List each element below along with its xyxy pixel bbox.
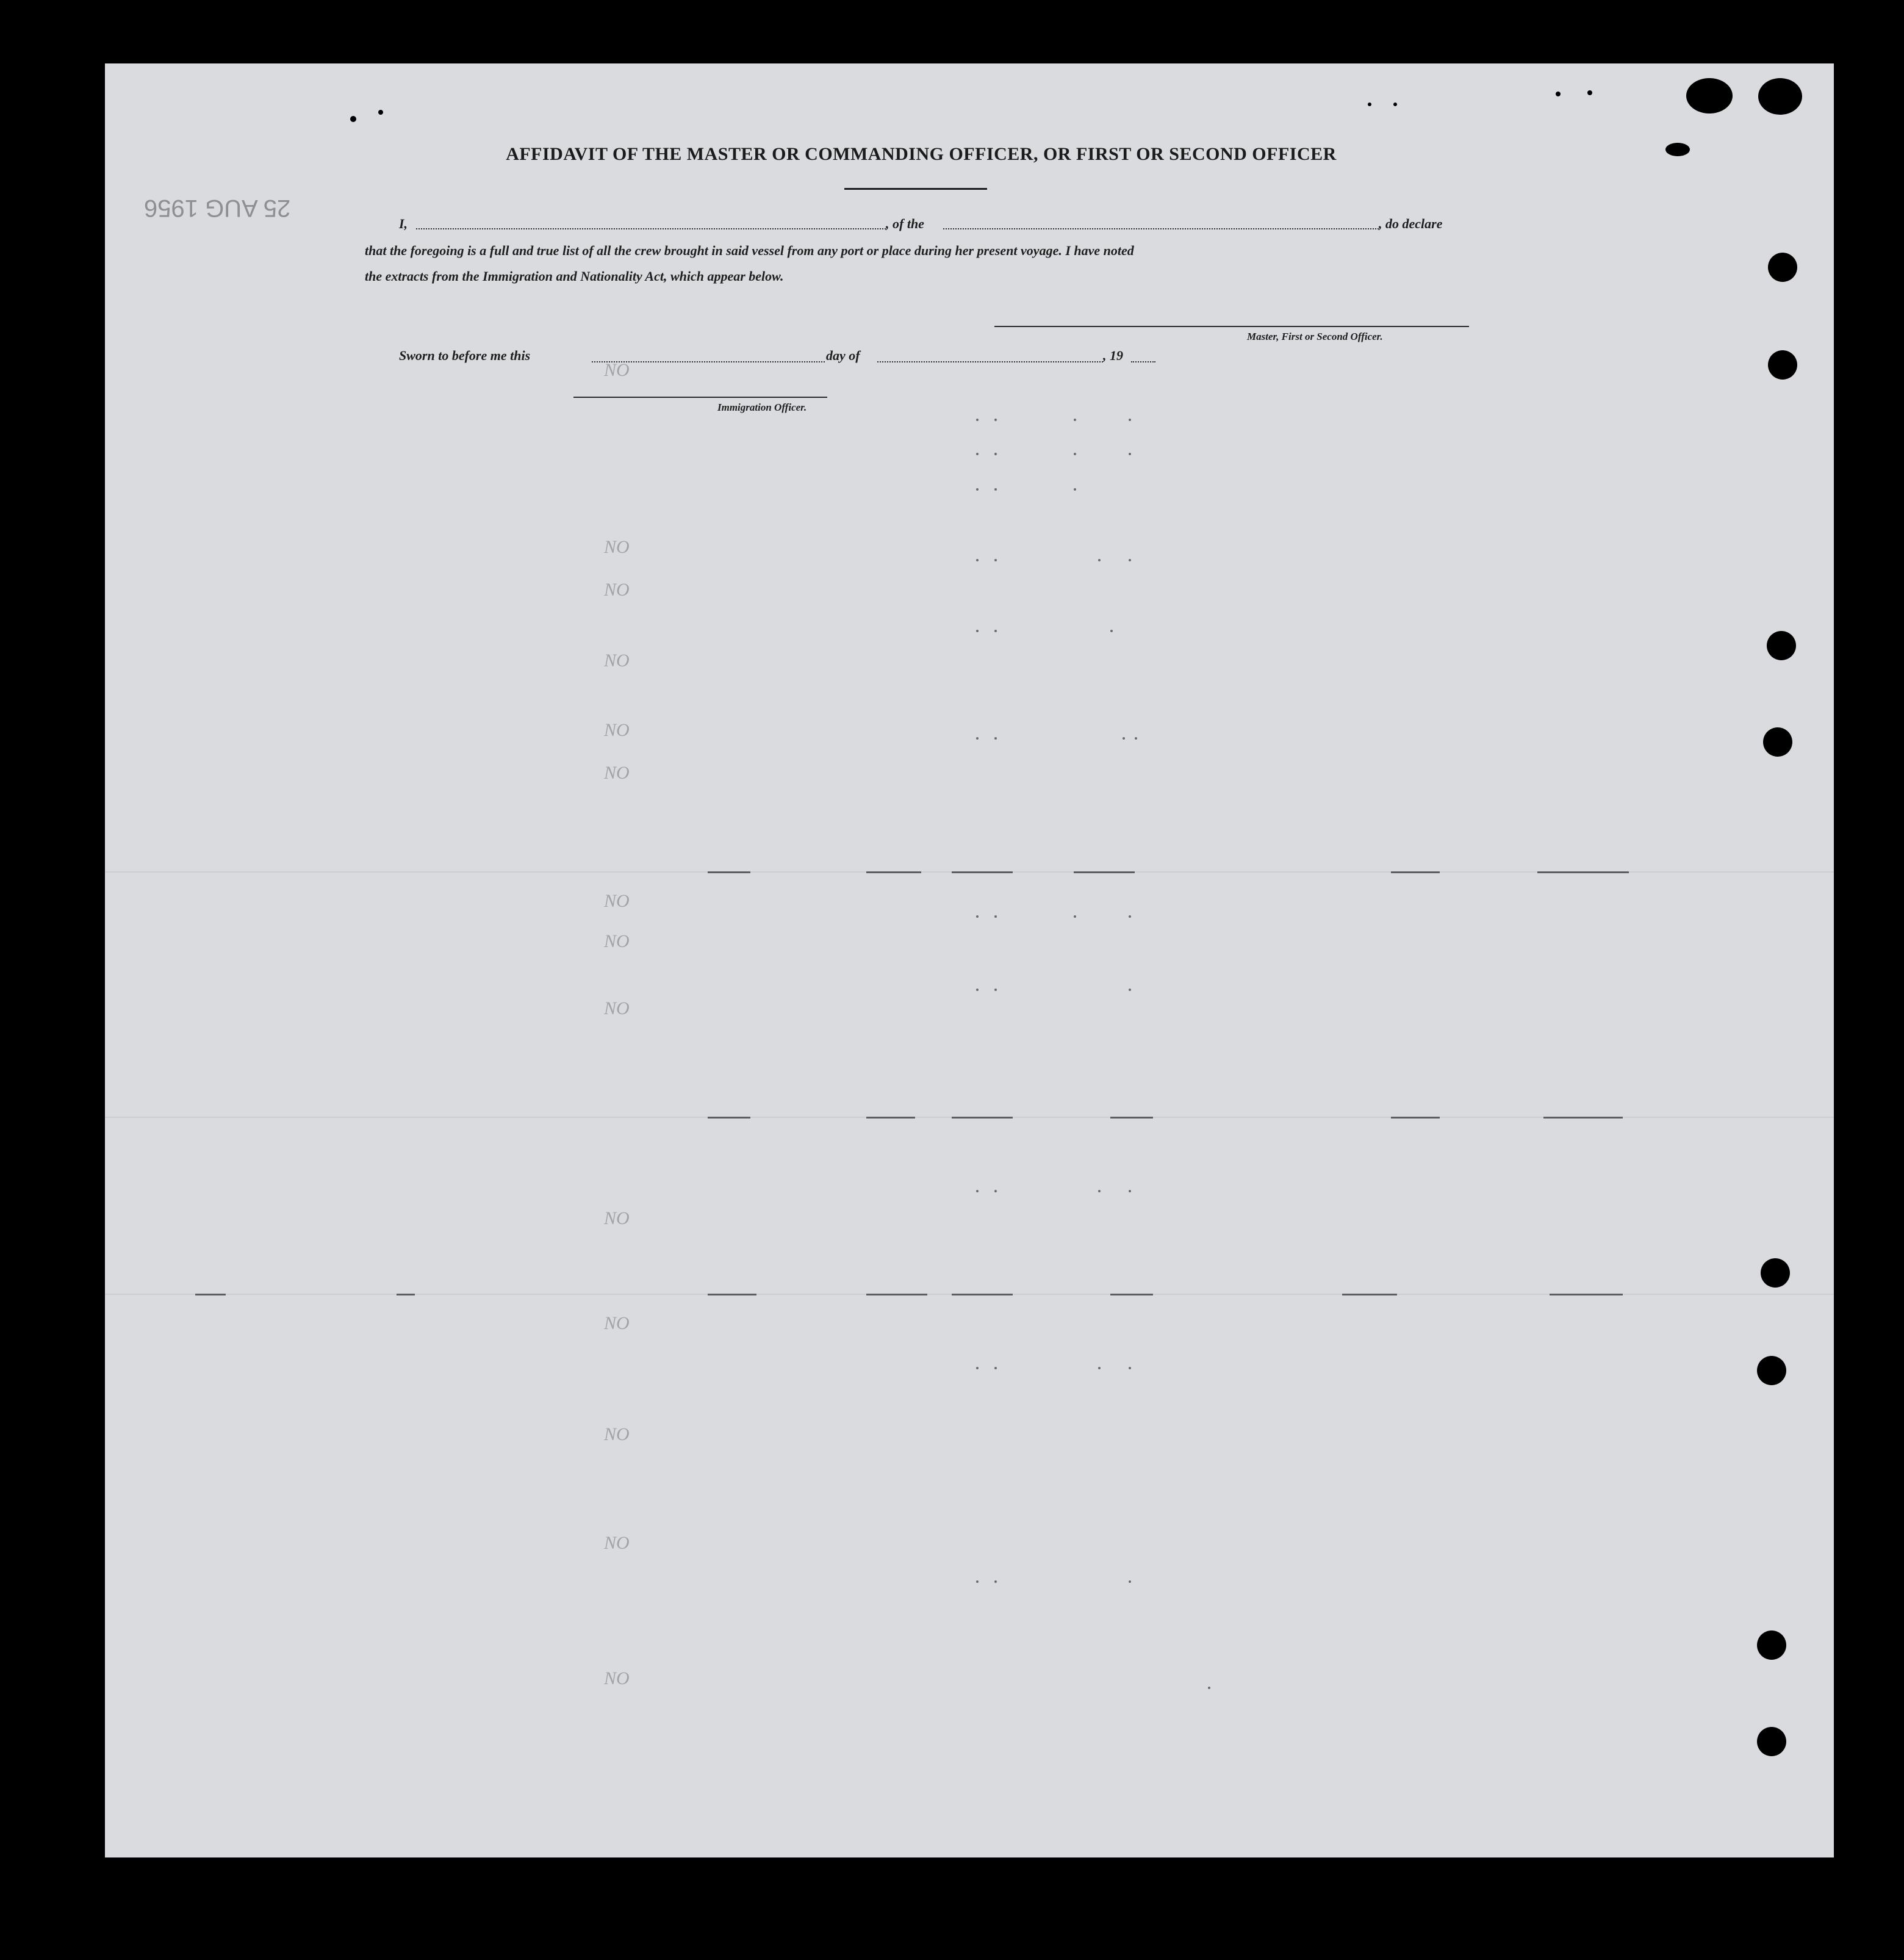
ghost-dash [1543,1117,1623,1119]
ghost-dot [994,630,997,632]
do-declare-label: , do declare [1379,216,1443,231]
binder-hole [1757,1356,1786,1385]
speck [378,110,383,115]
ghost-no-mark: NO [604,891,630,911]
ghost-no-mark: NO [604,360,630,380]
declarant-label: I, [399,216,408,231]
of-the-label: , of the [886,216,924,231]
paper-sheet [105,63,1834,1857]
ghost-date-stamp: 25 AUG 1956 [144,195,291,222]
ghost-no-mark: NO [604,931,630,951]
ghost-no-mark: NO [604,1313,630,1333]
ghost-dash [1391,1117,1440,1119]
ghost-dot [1074,419,1076,421]
speck [1393,103,1397,106]
ghost-dash [866,1294,927,1295]
declarant-name-blank [416,228,886,229]
ghost-no-mark: NO [604,650,630,671]
declaration-line-2: the extracts from the Immigration and Nationality Act, which appear below. [365,268,784,284]
ghost-dash [397,1294,415,1295]
vessel-name-blank [943,228,1379,229]
ghost-dot [994,1367,997,1369]
ghost-dot [1123,737,1125,740]
ghost-no-mark: NO [604,1533,630,1553]
ghost-dot [976,1580,979,1583]
ghost-dot [1129,1580,1131,1583]
binder-hole [1761,1258,1790,1288]
binder-hole [1767,631,1796,660]
ghost-dot [1129,1367,1131,1369]
day-of-label: day of [826,348,860,363]
binder-hole [1763,727,1792,757]
ghost-no-mark: NO [604,720,630,740]
paper-damage-mark [1686,78,1733,113]
ghost-dot [994,419,997,421]
ghost-dot [1074,453,1076,455]
paper-damage-mark [1665,143,1690,156]
ghost-dot [1098,559,1101,561]
speck [1587,90,1592,95]
ghost-no-mark: NO [604,1424,630,1444]
paper-damage-mark [1758,78,1802,115]
ghost-dash [1110,1117,1153,1119]
ghost-dot [994,1190,997,1192]
ghost-dash [708,1117,750,1119]
ghost-dot [976,737,979,740]
ghost-dash [1074,871,1135,873]
ghost-dot [976,630,979,632]
ghost-dot [1129,453,1131,455]
ghost-dash [866,871,921,873]
ghost-dash [195,1294,226,1295]
ghost-dot [976,453,979,455]
ghost-dot [994,989,997,991]
ghost-dash [1537,871,1629,873]
ghost-dot [994,1580,997,1583]
ghost-dot [1074,488,1076,491]
sworn-day-blank [592,361,825,362]
affidavit-heading: AFFIDAVIT OF THE MASTER OR COMMANDING OFFICER, OR FIRST OR SECOND OFFICER [506,144,1337,164]
ghost-dash [1342,1294,1397,1295]
ghost-no-mark: NO [604,537,630,557]
ghost-dot [976,419,979,421]
ghost-dot [1098,1190,1101,1192]
ghost-dash [952,1294,1013,1295]
binder-hole [1768,350,1797,380]
binder-hole [1768,253,1797,282]
sworn-label: Sworn to before me this [399,348,531,363]
ghost-dot [1129,989,1131,991]
speck [1556,92,1561,96]
ghost-dot [976,559,979,561]
ghost-no-mark: NO [604,763,630,783]
ghost-dash [708,1294,756,1295]
ghost-dot [994,559,997,561]
ghost-dot [976,915,979,918]
sworn-month-blank [877,361,1103,362]
binder-hole [1757,1630,1786,1660]
ghost-dot [1135,737,1137,740]
ghost-dot [1110,630,1113,632]
ghost-dash [952,871,1013,873]
ghost-dash [1391,871,1440,873]
ghost-dot [1129,1190,1131,1192]
speck [1368,103,1371,106]
ghost-no-mark: NO [604,998,630,1018]
ghost-dot [994,915,997,918]
ghost-dash [1550,1294,1623,1295]
year-prefix-label: , 19 [1103,348,1123,363]
ghost-dot [994,488,997,491]
ghost-dot [976,1190,979,1192]
ghost-dot [994,453,997,455]
ghost-dash [866,1117,915,1119]
speck [350,116,356,122]
ghost-dash [1110,1294,1153,1295]
ghost-no-mark: NO [604,1208,630,1228]
ghost-no-mark: NO [604,1668,630,1688]
ghost-dot [976,488,979,491]
binder-hole [1757,1727,1786,1756]
ghost-dot [1074,915,1076,918]
immigration-officer-signature-line [573,397,827,398]
heading-rule [844,188,987,190]
ghost-dot [1129,915,1131,918]
master-signature-line [994,326,1469,327]
ghost-dot [976,1367,979,1369]
ghost-dot [1098,1367,1101,1369]
ghost-dot [994,737,997,740]
immigration-officer-label: Immigration Officer. [717,402,807,413]
ghost-no-mark: NO [604,580,630,600]
sworn-year-blank [1131,361,1155,362]
ghost-dot [976,989,979,991]
ghost-dash [952,1117,1013,1119]
declaration-line-1: that the foregoing is a full and true list of all the crew brought in said vessel from any port or place during her present voyage. I have noted [365,243,1134,258]
ghost-dot [1129,559,1131,561]
ghost-dash [708,871,750,873]
ghost-dot [1208,1687,1210,1689]
ghost-dot [1129,419,1131,421]
master-signature-label: Master, First or Second Officer. [1247,331,1383,342]
